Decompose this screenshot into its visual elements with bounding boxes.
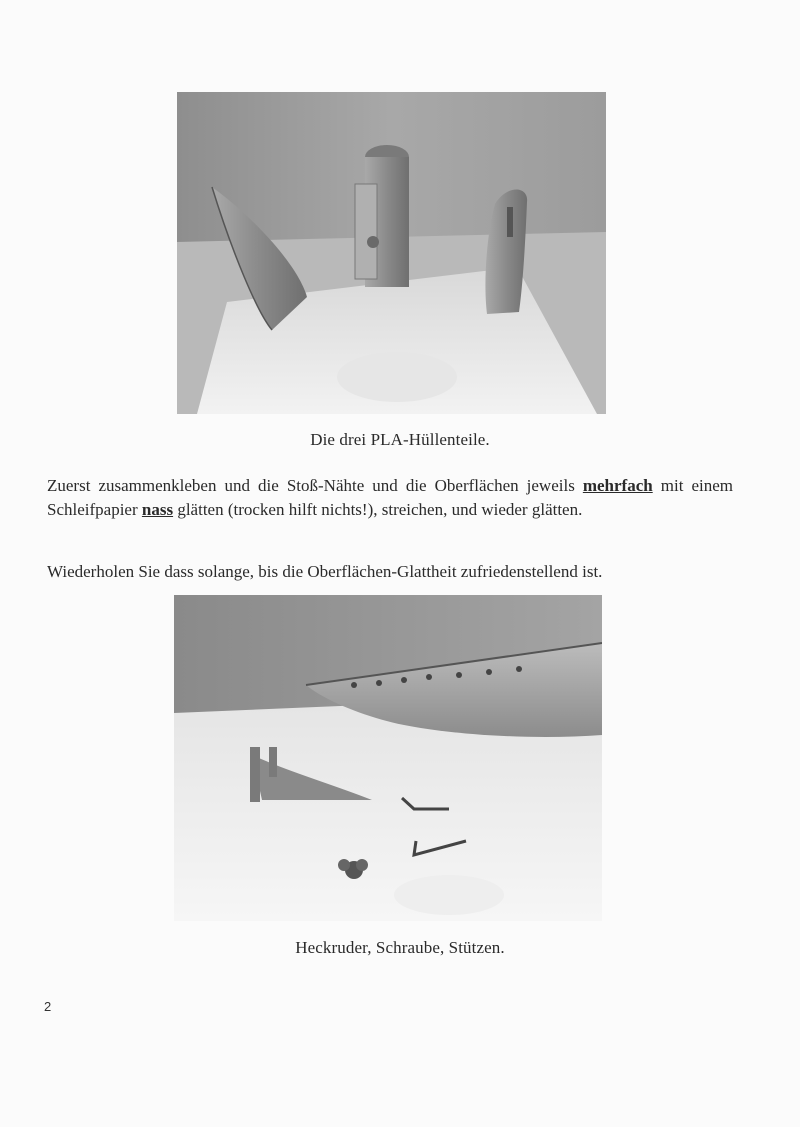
page-number: 2: [44, 999, 52, 1014]
paragraph-1-part3: glätten (trocken hilft nichts!), streichen, und wieder glätten.: [173, 500, 583, 519]
photo-rudder-propeller: [174, 595, 602, 921]
photo-hull-parts: [177, 92, 606, 414]
paragraph-1-part1: Zuerst zusammenkleben und die Stoß-Nähte und die Oberflächen jeweils: [47, 476, 583, 495]
paragraph-repeat: Wiederholen Sie dass solange, bis die Oberflächen-Glattheit zufriedenstellend ist.: [47, 562, 603, 581]
figure-caption-1: Die drei PLA-Hüllenteile.: [310, 430, 490, 449]
paragraph-1-part2: mit einem Schleifpapier: [47, 476, 733, 519]
emphasis-mehrfach: mehrfach: [582, 476, 653, 495]
paragraph-1-text: [47, 476, 733, 519]
figure-caption-2: Heckruder, Schraube, Stützen.: [295, 938, 505, 957]
photo-rudder-propeller-image: [174, 595, 602, 921]
emphasis-nass: nass: [141, 500, 174, 519]
photo-hull-parts-image: [177, 92, 606, 414]
paragraph-instructions: [47, 474, 733, 522]
